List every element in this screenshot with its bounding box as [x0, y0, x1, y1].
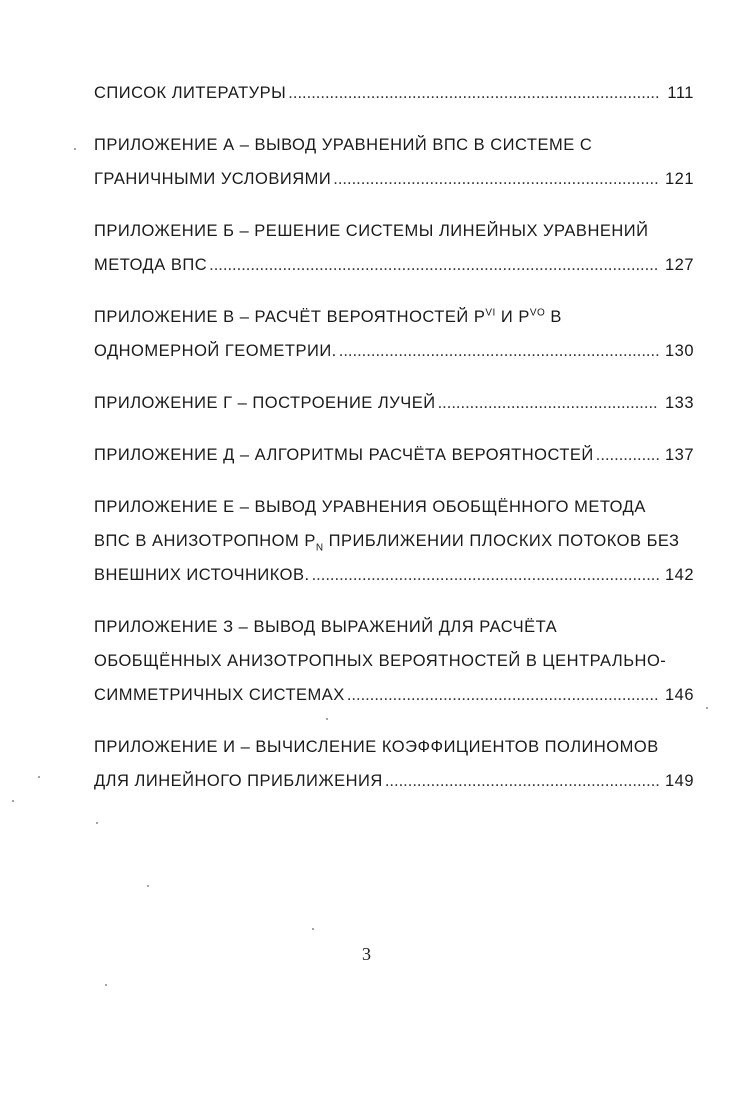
toc-page-number: 127 [664, 256, 694, 274]
scan-speck [312, 928, 314, 930]
dot-leader [288, 76, 661, 110]
scan-speck [38, 776, 40, 778]
toc-entry [94, 214, 694, 282]
toc-entry-text: В [545, 308, 562, 326]
table-of-contents [94, 76, 694, 816]
dot-leader [339, 334, 659, 368]
toc-entry-title: ДЛЯ ЛИНЕЙНОГО ПРИБЛИЖЕНИЯ [94, 772, 383, 790]
toc-entry-text: ПРИБЛИЖЕНИИ ПЛОСКИХ ПОТОКОВ БЕЗ [323, 532, 680, 550]
dot-leader [209, 248, 659, 282]
toc-entry-title: ПРИЛОЖЕНИЕ Д – АЛГОРИТМЫ РАСЧЁТА ВЕРОЯТНОСТЕЙ [94, 446, 594, 464]
dot-leader [333, 162, 659, 196]
toc-entry-text: ВПС В АНИЗОТРОПНОМ P [94, 532, 316, 550]
toc-entry-line: ПРИЛОЖЕНИЕ Е – ВЫВОД УРАВНЕНИЯ ОБОБЩЁННОГО МЕТОДА [94, 498, 646, 516]
scan-speck [74, 148, 76, 150]
toc-entry-leader-line [94, 386, 694, 420]
toc-entry-leader-line [94, 558, 694, 592]
toc-entry-script: VO [529, 307, 546, 319]
toc-entry-title: СПИСОК ЛИТЕРАТУРЫ [94, 84, 287, 102]
toc-entry [94, 128, 694, 196]
toc-entry-line: ПРИЛОЖЕНИЕ Б – РЕШЕНИЕ СИСТЕМЫ ЛИНЕЙНЫХ УРАВНЕНИЙ [94, 222, 649, 240]
scan-speck [326, 718, 328, 720]
scan-speck [96, 822, 98, 824]
toc-entry-line: ПРИЛОЖЕНИЕ З – ВЫВОД ВЫРАЖЕНИЙ ДЛЯ РАСЧЁТА [94, 618, 558, 636]
toc-entry-leader-line [94, 248, 694, 282]
toc-entry [94, 730, 694, 798]
toc-page-number: 146 [664, 686, 694, 704]
toc-entry-line: ПРИЛОЖЕНИЕ А – ВЫВОД УРАВНЕНИЙ ВПС В СИСТЕМЕ С [94, 136, 593, 154]
scan-speck [12, 800, 14, 802]
dot-leader [596, 438, 659, 472]
toc-entry-line: ОБОБЩЁННЫХ АНИЗОТРОПНЫХ ВЕРОЯТНОСТЕЙ В ЦЕНТРАЛЬНО- [94, 652, 667, 670]
toc-entry-title: ГРАНИЧНЫМИ УСЛОВИЯМИ [94, 170, 332, 188]
toc-entry-title: ПРИЛОЖЕНИЕ Г – ПОСТРОЕНИЕ ЛУЧЕЙ [94, 394, 436, 412]
toc-entry-text: И P [495, 308, 530, 326]
page-number: 3 [362, 944, 371, 964]
dot-leader [385, 764, 659, 798]
toc-entry-leader-line [94, 334, 694, 368]
dot-leader [347, 678, 659, 712]
toc-entry-line: ПРИЛОЖЕНИЕ И – ВЫЧИСЛЕНИЕ КОЭФФИЦИЕНТОВ ПОЛИНОМОВ [94, 738, 659, 756]
toc-entry [94, 300, 694, 368]
toc-entry-title: МЕТОДА ВПС [94, 256, 208, 274]
toc-entry [94, 490, 694, 592]
toc-page-number: 111 [667, 84, 694, 102]
toc-entry [94, 610, 694, 712]
toc-entry [94, 438, 694, 472]
toc-entry-line [94, 524, 694, 558]
scan-speck [706, 707, 708, 709]
toc-entry-title: СИММЕТРИЧНЫХ СИСТЕМАХ [94, 686, 345, 704]
toc-entry-text: ПРИЛОЖЕНИЕ В – РАСЧЁТ ВЕРОЯТНОСТЕЙ P [94, 308, 486, 326]
toc-entry-leader-line [94, 678, 694, 712]
dot-leader [438, 386, 659, 420]
scan-speck [105, 984, 107, 986]
toc-entry-title: ОДНОМЕРНОЙ ГЕОМЕТРИИ. [94, 342, 337, 360]
toc-page-number: 121 [664, 170, 694, 188]
toc-entry-leader-line [94, 438, 694, 472]
toc-entry [94, 386, 694, 420]
toc-page-number: 130 [664, 342, 694, 360]
toc-page-number: 137 [664, 446, 694, 464]
toc-page-number: 133 [664, 394, 694, 412]
toc-page-number: 149 [664, 772, 694, 790]
toc-entry-script: N [315, 542, 324, 554]
toc-page-number: 142 [664, 566, 694, 584]
toc-entry-script: VI [485, 307, 496, 319]
toc-entry-leader-line [94, 764, 694, 798]
scan-speck [147, 885, 149, 887]
toc-entry-title: ВНЕШНИХ ИСТОЧНИКОВ. [94, 566, 310, 584]
toc-entry-leader-line [94, 162, 694, 196]
toc-entry-leader-line [94, 76, 694, 110]
toc-entry-line [94, 300, 694, 334]
dot-leader [312, 558, 659, 592]
toc-entry [94, 76, 694, 110]
